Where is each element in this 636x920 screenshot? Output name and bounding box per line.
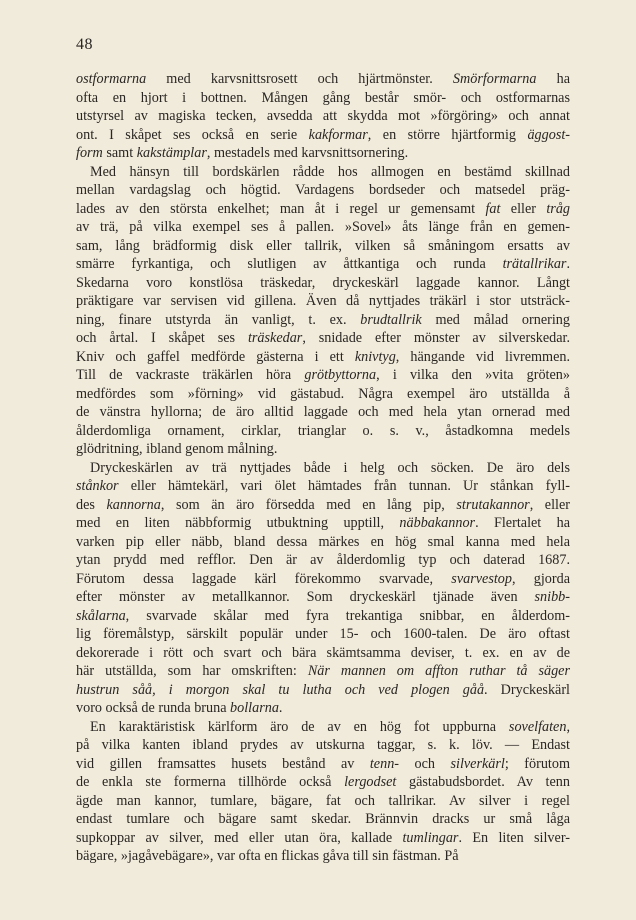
text-line: Skedarna voro konstlösa träskedar, dryckeskärl laggade kannor. Långt [76,274,570,291]
text-line: ning, finare utstyrda än vanligt, t. ex. brudtallrik med målad ornering [76,311,570,328]
text-line: utstyrsel av magiska tecken, avsedda att skydda mot »förgöring» och annat [76,108,570,124]
text-line: lades av den största enkelhet; man åt i regel ur gemensamt fat eller tråg [76,200,571,217]
text-line: av trä, på vilka exempel ses å pallen. »Sovel» åts länge från en gemen- [76,219,570,235]
text-line: Med hänsyn till bordskärlen rådde hos allmogen en bestämd skillnad [90,163,570,180]
body-text [76,70,570,866]
text-line: form samt kakstämplar, mestadels med karvsnittsornering. [76,145,409,161]
text-line: Förutom dessa laggade kärl förekommo svarvade, svarvestop, gjorda [76,570,571,587]
text-line: ofta en hjort i bottnen. Mången gång består smör- och ostformarnas [76,89,570,106]
text-line: Till de vackraste träkärlen höra grötbyttorna, i vilka den »vita gröten» [76,367,570,383]
text-line: ytan prydd med refflor. Den är av ålderdomlig typ och daterad 1687. [76,552,570,568]
text-line: supkoppar av silver, med eller utan öra, kallade tumlingar. En liten silver- [76,829,570,846]
text-line: på vilka kanten ibland prydes av utskurna taggar, s. k. löv. — Endast [76,737,570,753]
text-line: varken pip eller näbb, bland dessa märkes en hög smal kanna med hela [76,533,570,550]
text-line: Kniv och gaffel medförde gästerna i ett knivtyg, hängande vid livremmen. [76,348,571,365]
text-line: En karaktäristisk kärlform äro de av en hög fot uppburna sovelfaten, [90,718,570,735]
text-line: hustrun såå, i morgon skal tu lutha och ved plogen gåå. Dryckeskärl [76,681,570,698]
text-line: mellan vardagslag och högtid. Vardagens bordseder och matsedel präg- [76,182,570,198]
text-line: efter mönster av metallkannor. Som dryckeskärl tjänade även snibb- [76,589,570,605]
text-line: dekorerade i rött och svart och bära skämtsamma deviser, t. ex. en av de [76,644,570,661]
text-line: Dryckeskärlen av trä nyttjades både i helg och söcken. De äro dels [90,459,570,476]
page-number: 48 [76,36,93,53]
text-line: medfördes som »förning» vid gästabud. Några exempel äro utställda å [76,385,570,402]
text-line: des kannorna, som än äro försedda med en lång pip, strutakannor, eller [76,496,570,513]
text-line: endast tumlare och bägare samt skedar. Brännvin dracks ur små låga [76,811,570,827]
text-line: de enkla ste formerna tillhörde också lergodset gästabudsbordet. Av tenn [76,774,570,790]
text-line: de vänstra hyllorna; de äro alltid laggade och med hela ytan ornerad med [76,404,570,420]
text-line: stånkor eller hämtekärl, vari ölet hämtades från tunnan. Ur stånkan fyll- [76,478,570,494]
text-line: vid gillen framsattes husets bestånd av tenn- och silverkärl; förutom [76,755,570,772]
text-line: skålarna, svarvade skålar med fyra trekantiga snibbar, en ålderdom- [76,607,570,624]
text-line: ägde man kannor, tumlare, bägare, fat och tallrikar. Av silver i regel [76,792,570,809]
text-line: smärre fyrkantiga, och slutligen av åttkantiga och runda trätallrikar. [76,256,570,272]
text-line: och årtal. I skåpet ses träskedar, snidade efter mönster av silverskedar. [76,330,570,346]
text-line: här utställda, som har omskriften: När mannen om affton ruthar tå säger [76,663,570,679]
text-line: glödritning, ibland genom målning. [76,441,278,457]
text-line: sam, lång brädformig disk eller tallrik, vilken så småningom ersatts av [76,237,570,254]
text-line: med en liten näbbformig utbuktning upptill, näbbakannor. Flertalet ha [76,515,570,531]
text-line: ostformarna med karvsnittsrosett och hjärtmönster. Smörformarna ha [76,71,570,87]
text-line: lig föremålstyp, särskilt populär under 15- och 1600-talen. De äro oftast [76,626,570,642]
text-line: präktigare var servisen vid gillena. Även då nyttjades träkärl i stor utsträck- [76,293,570,309]
text-line: bägare, »jagåvebägare», var ofta en flickas gåva till sin fästman. På [76,848,459,864]
text-line: ont. I skåpet ses också en serie kakformar, en större hjärtformig äggost- [76,126,570,143]
text-line: voro också de runda bruna bollarna. [76,700,283,716]
text-line: ålderdomliga ornament, cirklar, trianglar o. s. v., åstadkomna medels [76,422,570,439]
